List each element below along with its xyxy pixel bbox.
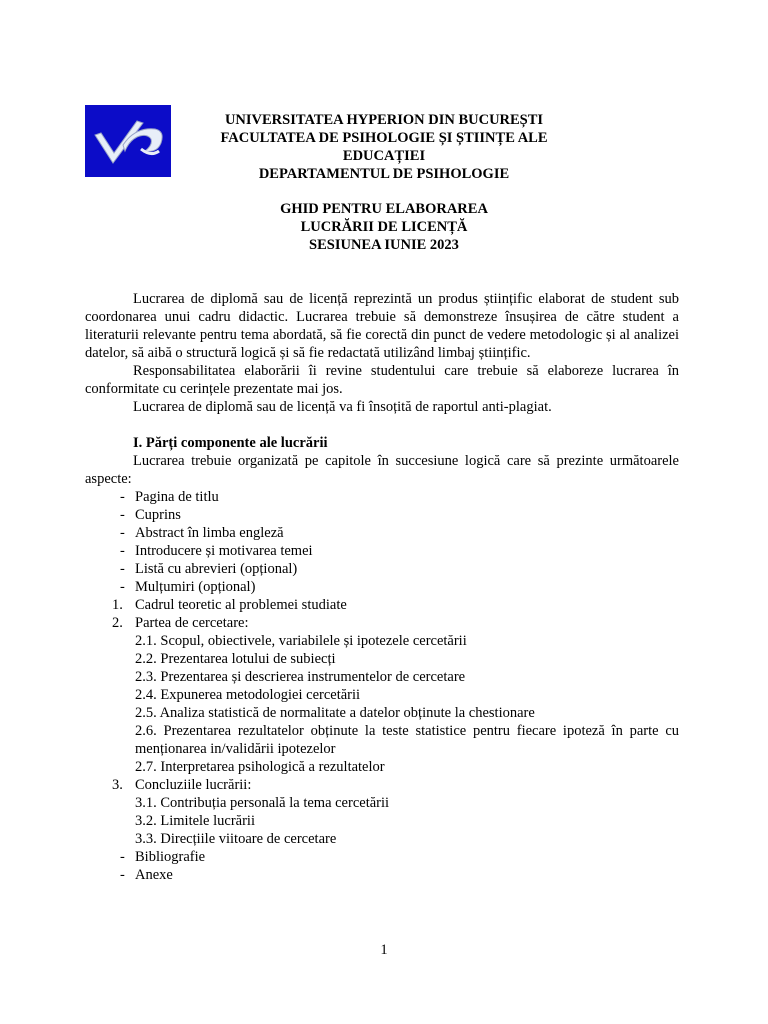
components-list (85, 488, 679, 884)
university-logo-icon (85, 105, 171, 177)
title-line-3: SESIUNEA IUNIE 2023 (309, 237, 459, 253)
list-item: 2.3. Prezentarea și descrierea instrumentelor de cercetare (135, 669, 466, 685)
list-item: 2.7. Interpretarea psihologică a rezultatelor (135, 759, 385, 775)
list-item: 2.1. Scopul, obiectivele, variabilele și ipotezele cercetării (135, 633, 467, 649)
dash-marker: - (120, 561, 125, 577)
title-line-2: LUCRĂRII DE LICENȚĂ (300, 219, 468, 235)
dash-marker: - (120, 543, 125, 559)
intro-paragraph-2: Responsabilitatea elaborării îi revine studentului care trebuie să elaboreze lucrarea în conformitate cu cerințele prezentate mai jos. (85, 363, 679, 397)
list-item: 2.5. Analiza statistică de normalitate a datelor obținute la chestionare (135, 705, 535, 721)
list-item: 3.2. Limitele lucrării (135, 813, 255, 829)
chapter-1: 1. Cadrul teoretic al problemei studiate (112, 597, 347, 613)
list-item: - Listă cu abrevieri (opțional) (120, 561, 298, 577)
page-number: 1 (380, 942, 388, 958)
document-body (85, 290, 679, 884)
intro-paragraph-3: Lucrarea de diplomă sau de licență va fi însoțită de raportul anti-plagiat. (133, 399, 552, 415)
intro-paragraph-1: Lucrarea de diplomă sau de licență reprezintă un produs științific elaborat de student sub coordonarea unui cadru didactic. Lucrarea trebuie să demonstreze însușirea de către student a literaturii relevante pentru tema abordată, să fie corectă din punct de vedere metodologic și al analizei datelor, să aibă o structură logică și să fie redactată utilizând limbaj științific. (85, 291, 679, 361)
header-faculty: FACULTATEA DE PSIHOLOGIE ȘI ȘTIINȚE ALE EDUCAȚIEI (220, 130, 548, 164)
list-item: - Mulțumiri (opțional) (120, 579, 256, 595)
list-item: - Pagina de titlu (120, 489, 219, 505)
chapter-3: 3. Concluziile lucrării: (112, 777, 252, 793)
list-item: - Abstract în limba engleză (120, 525, 284, 541)
title-line-1: GHID PENTRU ELABORAREA (280, 201, 488, 217)
list-item: 2.2. Prezentarea lotului de subiecți (135, 651, 336, 667)
dash-marker: - (120, 867, 125, 883)
list-item: 3.1. Contribuția personală la tema cercetării (135, 795, 390, 811)
dash-marker: - (120, 507, 125, 523)
dash-marker: - (120, 525, 125, 541)
dash-marker: - (120, 489, 125, 505)
university-header (180, 111, 588, 183)
header-university: UNIVERSITATEA HYPERION DIN BUCUREȘTI (224, 112, 544, 128)
chapter-2: 2. Partea de cercetare: (112, 615, 249, 631)
list-item: - Anexe (120, 867, 173, 883)
header-department: DEPARTAMENTUL DE PSIHOLOGIE (258, 166, 510, 182)
dash-marker: - (120, 579, 125, 595)
section-heading: I. Părți componente ale lucrării (133, 435, 328, 451)
list-item: 3.3. Direcțiile viitoare de cercetare (135, 831, 337, 847)
document-title (180, 200, 588, 254)
list-item: - Bibliografie (120, 849, 206, 865)
university-logo-graphic (85, 105, 171, 177)
list-item: 2.4. Expunerea metodologiei cercetării (135, 687, 361, 703)
section-intro: Lucrarea trebuie organizată pe capitole în succesiune logică care să prezinte următoarele aspecte: (85, 453, 679, 487)
list-item: 2.6. Prezentarea rezultatelor obținute la teste statistice pentru fiecare ipoteză în parte cu menționarea in/validării ipotezelor (135, 723, 679, 757)
list-item: - Cuprins (120, 507, 181, 523)
list-item: - Introducere și motivarea temei (120, 543, 313, 559)
dash-marker: - (120, 849, 125, 865)
